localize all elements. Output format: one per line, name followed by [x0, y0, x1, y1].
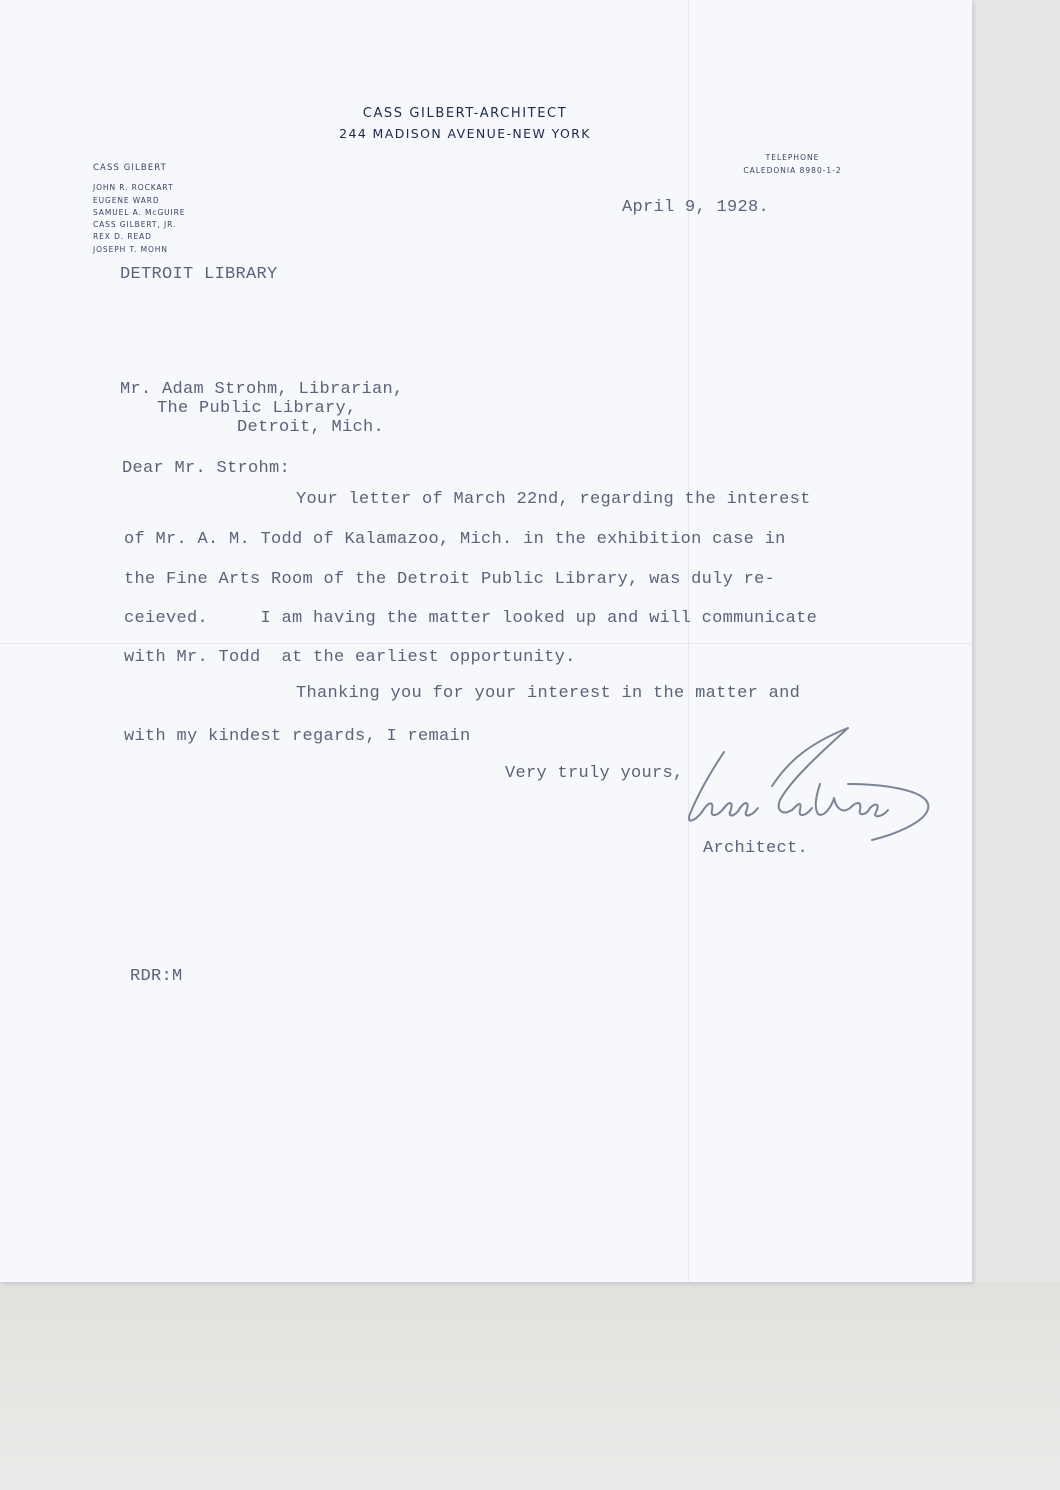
firm-address: 244 MADISON AVENUE-NEW YORK: [339, 126, 591, 141]
signature-title: Architect.: [703, 839, 809, 858]
body-line: of Mr. A. M. Todd of Kalamazoo, Mich. in the exhibition case in: [124, 530, 786, 549]
closing: Very truly yours,: [505, 764, 684, 783]
firm-name: CASS GILBERT-ARCHITECT: [362, 106, 568, 121]
telephone-number: CALEDONIA 8980-1-2: [743, 166, 842, 175]
recipient-line: Mr. Adam Strohm, Librarian,: [120, 380, 404, 399]
partner-name: EUGENE WARD: [93, 195, 160, 205]
body-line: ceieved. I am having the matter looked up and will communicate: [124, 609, 818, 628]
body-line: with Mr. Todd at the earliest opportunity.: [124, 648, 576, 667]
partner-name: CASS GILBERT, JR.: [93, 220, 177, 230]
partner-name: SAMUEL A. McGUIRE: [93, 207, 186, 217]
principal-name: CASS GILBERT: [93, 163, 167, 173]
letterhead-telephone: [730, 151, 855, 177]
handwritten-signature: [672, 718, 942, 858]
letter-date: April 9, 1928.: [622, 198, 770, 217]
salutation: Dear Mr. Strohm:: [122, 459, 291, 478]
telephone-label: TELEPHONE: [765, 153, 820, 162]
backdrop: [0, 1282, 1060, 1490]
body-line: the Fine Arts Room of the Detroit Public Library, was duly re-: [124, 570, 776, 589]
body-line: Thanking you for your interest in the matter and: [296, 684, 801, 703]
recipient-line: The Public Library,: [157, 399, 357, 418]
partner-name: REX D. READ: [93, 232, 152, 242]
letterhead-partners: [93, 162, 185, 256]
letter-subject: DETROIT LIBRARY: [120, 265, 278, 284]
fold-crease-vertical: [688, 0, 689, 1282]
partner-name: JOSEPH T. MOHN: [93, 244, 168, 254]
fold-crease-horizontal: [0, 643, 972, 644]
letterhead-firm: [300, 104, 630, 144]
reference-initials: RDR:M: [130, 967, 183, 986]
recipient-line: Detroit, Mich.: [237, 418, 385, 437]
body-line: with my kindest regards, I remain: [124, 727, 471, 746]
partner-name: JOHN R. ROCKART: [93, 183, 174, 193]
body-line: Your letter of March 22nd, regarding the interest: [296, 490, 811, 509]
